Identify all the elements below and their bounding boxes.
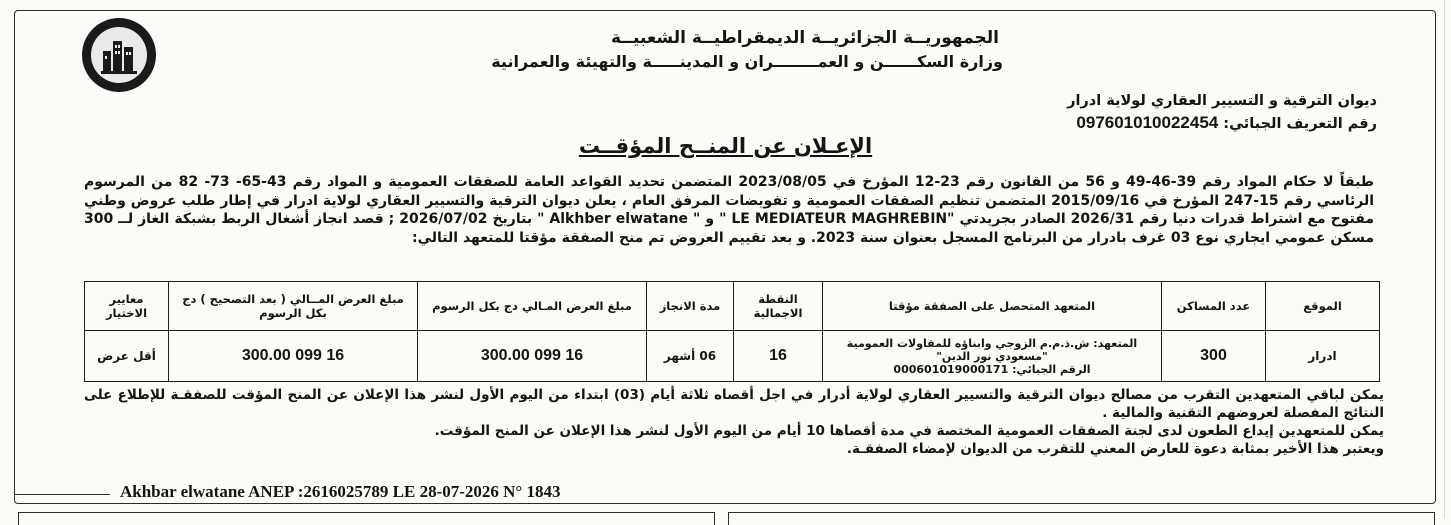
header-score: النقطة الاجمالية <box>734 282 823 331</box>
next-ad-frame-right <box>728 512 1435 525</box>
bidder-alias: "مسعودي نور الدين" <box>936 349 1048 363</box>
next-ad-frame-left <box>18 512 715 525</box>
notes-block <box>84 386 1384 458</box>
table-row <box>85 331 1380 382</box>
award-table <box>84 281 1380 382</box>
note-consult-results: يمكن لباقي المتعهدين التقرب من مصالح ديوان الترقية والتسيير العقاري لولاية أدرار في اجل أقصاه ثلاثة أيام (03) ابتداء من اليوم الأول لنشر هذا الإعلان عن المنح المؤقت للصفقـة للإطلاع على النتائج المفصلة لعروضهم التقنية والمالية . <box>84 387 1384 421</box>
header-duration: مدة الانجاز <box>647 282 734 331</box>
issuer-office: ديوان الترقية و التسيير العقاري لولاية ادرار <box>1067 93 1377 109</box>
announcement-title: الإعـلان عن المنــح المؤقــت <box>578 134 873 158</box>
cell-bidder <box>823 331 1162 382</box>
republic-header: الجمهوريــة الجزائريــة الديمقراطيــة الشعبيــة <box>611 28 999 48</box>
header-amount-corrected: مبلغ العرض المــالي ( بعد التصحيح ) دج بكل الرسوم <box>169 282 418 331</box>
tax-id-label: رقم التعريف الجبائي: <box>1223 116 1377 132</box>
cell-units: 300 <box>1162 331 1266 382</box>
building-emblem-icon <box>91 27 147 83</box>
ministry-logo <box>82 18 156 92</box>
cell-amount: 16 099 300.00 <box>418 331 647 382</box>
ministry-header: وزارة السكــــــن و العمــــــــران و المدينـــــة والتهيئة والعمرانية <box>491 52 1003 71</box>
note-appeal: يمكن للمتعهدين إيداع الطعون لدى لجنة الصفقات العمومية المختصة في مدة أقصاها 10 أيام من اليوم الأول لنشر هذا الإعلان عن المنح المؤقت. <box>434 423 1384 439</box>
header-amount: مبلغ العرض المـالي دج بكل الرسوم <box>418 282 647 331</box>
publication-footer: Akhbar elwatane ANEP :2616025789 LE 28-07-2026 N° 1843 <box>120 482 561 501</box>
header-bidder: المتعهد المتحصل على الصفقة مؤقتا <box>823 282 1162 331</box>
intro-paragraph: طبقاً لا حكام المواد رقم 39-46-49 و 56 من القانون رقم 23-12 المؤرخ في 2023/08/05 المتضمن تحديد القواعد العامة للصفقات العمومية و المواد رقم 43-65- 73- 82 من المرسوم الرئاسي رقم 15-247 المؤرخ في 2015/09/16 المتضمن تنظيم الصفقات العمومية و تفويضات المرفق العام ، يعلن ديوان الترقية والتسيير العقاري لولاية ادرار في إطار طلب عروض وطني مفتوح مع اشتراط قدرات دنيا رقم 2026/31 الصادر بجريدتي "LE MEDIATEUR MAGHREBIN " و " Alkhber elwatane " بتاريخ 2026/07/02 ; قصد انجاز أشغال الربط بشبكة الغاز لــ 300 مسكن عمومي ايجاري نوع 03 غرف بادرار من البرنامج المسجل بعنوان سنة 2023. و بعد تقييم العروض تم منح الصفقة مؤقتا للمتعهد التالي: <box>84 174 1375 246</box>
header-site: الموقع <box>1266 282 1380 331</box>
bidder-tax-id: الرقم الجبائي: 000601019000171 <box>893 362 1091 376</box>
note-invitation: ويعتبر هذا الأخير بمثابة دعوة للعارض المعني للتقرب من الديوان لإمضاء الصفقـة. <box>846 441 1384 457</box>
page-edge <box>1444 0 1445 518</box>
header-criteria: معايير الاختيار <box>85 282 169 331</box>
cell-score: 16 <box>734 331 823 382</box>
footer-rule <box>14 494 110 495</box>
tax-id-value: 097601010022454 <box>1076 113 1219 132</box>
cell-duration: 06 أشهر <box>647 331 734 382</box>
bidder-name: المتعهد: ش.ذ.م.م الزوجي وابناؤه للمقاولات العمومية <box>846 336 1138 350</box>
cell-criteria: أقل عرض <box>85 331 169 382</box>
table-header-row <box>85 282 1380 331</box>
cell-site: ادرار <box>1266 331 1380 382</box>
header-units: عدد المساكن <box>1162 282 1266 331</box>
cell-amount-corrected: 16 099 300.00 <box>169 331 418 382</box>
issuer-tax-id-line <box>1076 113 1377 133</box>
